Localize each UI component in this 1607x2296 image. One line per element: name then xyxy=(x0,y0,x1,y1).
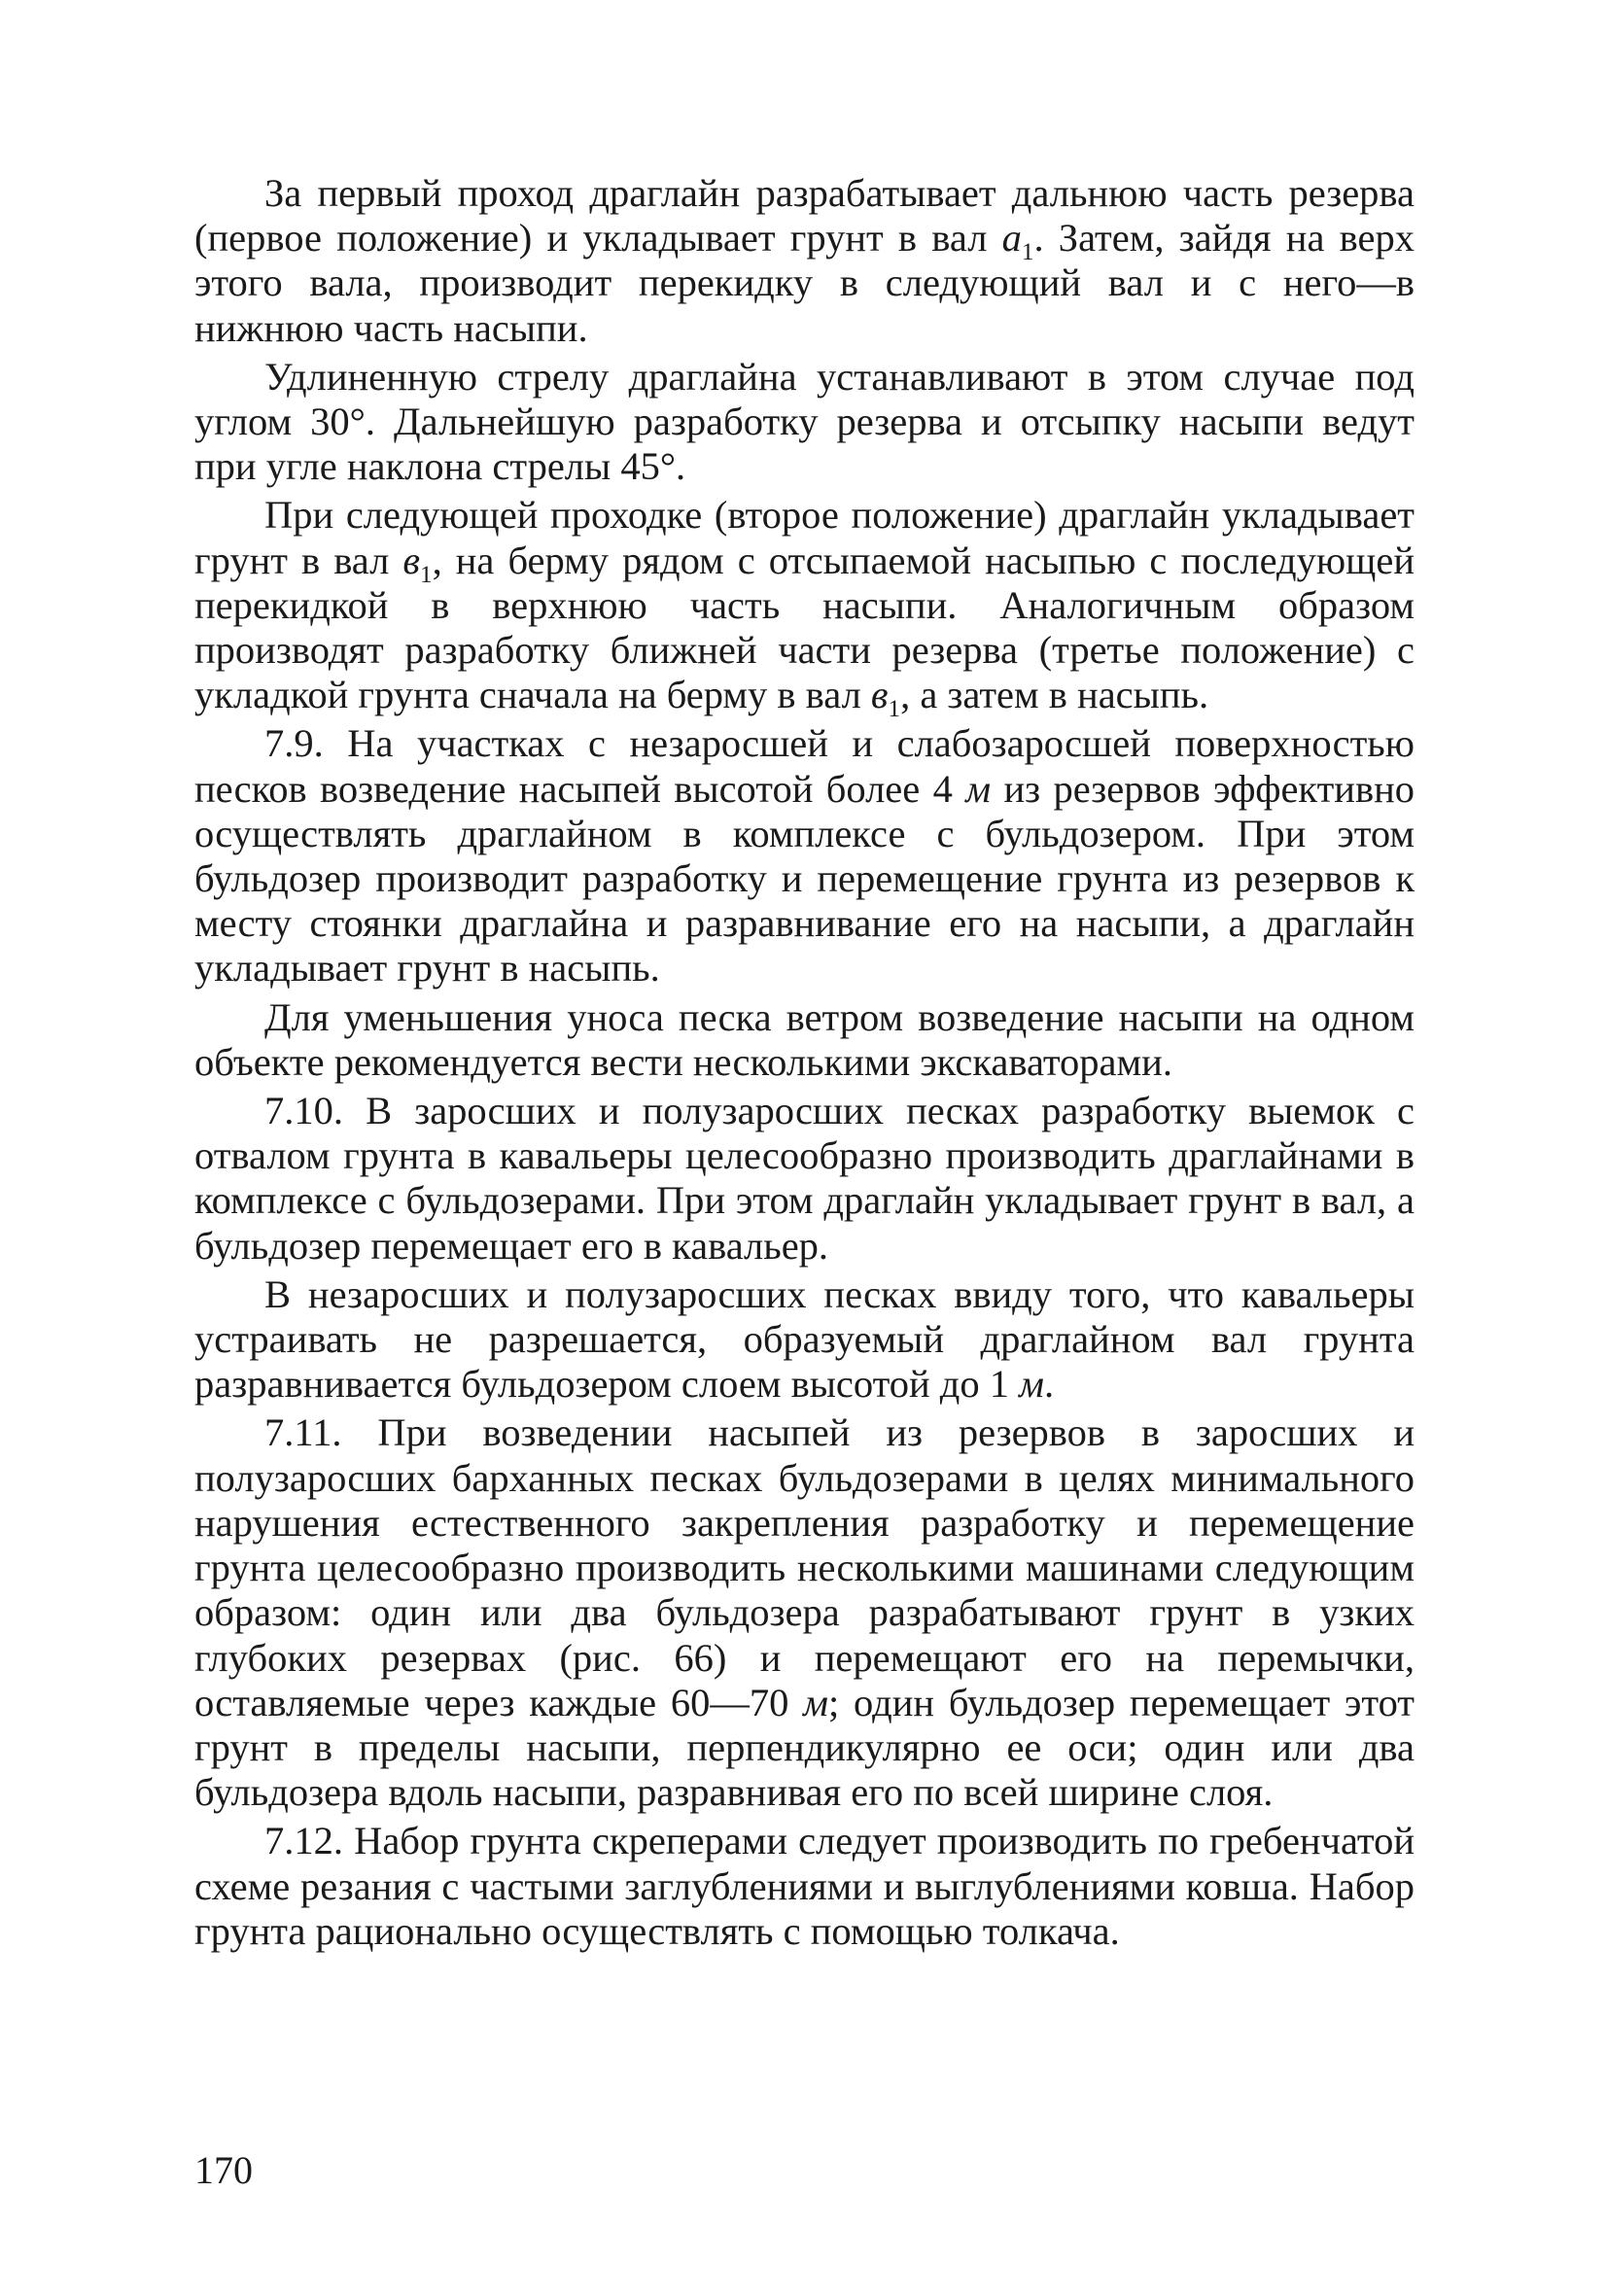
text-run: 1 xyxy=(1021,239,1034,266)
text-run: 1 xyxy=(420,561,433,588)
text-run: . xyxy=(1044,1362,1055,1407)
text-run: 1 xyxy=(888,696,901,723)
text-run: м xyxy=(965,766,992,811)
text-run: За первый проход драглайн разрабатывает дальнюю часть резерва (первое положение) и укладывает грунт в вал xyxy=(194,171,1415,261)
text-run: 7.12. Набор грунта скреперами следует производить по гребенчатой схеме резания с частыми заглублениями и выглублениями ковша. Набор грунта рационально осуществлять с помощью толкача. xyxy=(194,1819,1415,1953)
text-run: а xyxy=(1001,216,1022,261)
paragraph-9 xyxy=(194,1819,1415,1954)
text-run: в xyxy=(402,538,420,582)
text-run: ; один бульдозер перемещает этот грунт в пределы насыпи, перпендикулярно ее оси; один или два бульдозера вдоль насыпи, разравнивая его по всей ширине слоя. xyxy=(194,1680,1415,1815)
text-run: В незаросших и полузаросших песках ввиду того, что кавальеры устраивать не разрешается, образуемый драглайном вал грунта разравнивается бульдозером слоем высотой до 1 xyxy=(194,1271,1415,1407)
paragraph-5 xyxy=(194,995,1415,1085)
paragraph-6 xyxy=(194,1089,1415,1269)
paragraph-1 xyxy=(194,171,1415,351)
text-run: Для уменьшения уноса песка ветром возведение насыпи на одном объекте рекомендуется вести несколькими экскаваторами. xyxy=(194,994,1415,1084)
page-body xyxy=(194,171,1415,1958)
text-run: , а затем в насыпь. xyxy=(900,673,1209,717)
page-number: 170 xyxy=(194,2148,253,2192)
paragraph-8 xyxy=(194,1410,1415,1815)
text-run: , на берму рядом с отсыпаемой насыпью с последующей перекидкой в верхнюю часть насыпи. Аналогичным образом производят разработку ближней части резерва (третье положение) с укладкой грунта сначала на берму в вал xyxy=(194,538,1415,717)
paragraph-2 xyxy=(194,355,1415,490)
text-run: из резервов эффективно осуществлять драглайном в комплексе с бульдозером. При этом бульдозер производит разработку и перемещение грунта из резервов к месту стоянки драглайна и разравнивание его на насыпи, а драглайн укладывает грунт в насыпь. xyxy=(194,766,1415,991)
text-run: При следующей проходке (второе положение) драглайн укладывает грунт в вал xyxy=(194,493,1415,582)
text-run: 7.11. При возведении насыпей из резервов в заросших и полузаросших барханных песках бульдозерами в целях минимального нарушения естественного закрепления разработку и перемещение грунта целесообразно производить несколькими машинами следующим образом: один или два бульдозера разрабатывают грунт в узких глубоких резервах (рис. 66) и перемещают его на перемычки, оставляемые через каждые 60—70 xyxy=(194,1410,1415,1724)
text-run: Удлиненную стрелу драглайна устанавливают в этом случае под углом 30°. Дальнейшую разработку резерва и отсыпку насыпи ведут при угле наклона стрелы 45°. xyxy=(194,354,1415,489)
paragraph-7 xyxy=(194,1272,1415,1408)
text-run: м xyxy=(1019,1362,1045,1407)
text-run: м xyxy=(803,1680,828,1724)
paragraph-4 xyxy=(194,721,1415,991)
paragraph-3 xyxy=(194,493,1415,723)
text-run: 7.10. В заросших и полузаросших песках разработку выемок с отвалом грунта в кавальеры целесообразно производить драглайнами в комплексе с бульдозерами. При этом драглайн укладывает грунт в вал, а бульдозер перемещает его в кавальер. xyxy=(194,1089,1415,1268)
text-run: в xyxy=(870,673,889,717)
text-run: . Затем, зайдя на верх этого вала, производит перекидку в следующий вал и с него—в нижнюю часть насыпи. xyxy=(194,216,1415,350)
text-run: 7.9. На участках с незаросшей и слабозаросшей поверхностью песков возведение насыпей высотой более 4 xyxy=(194,721,1415,811)
